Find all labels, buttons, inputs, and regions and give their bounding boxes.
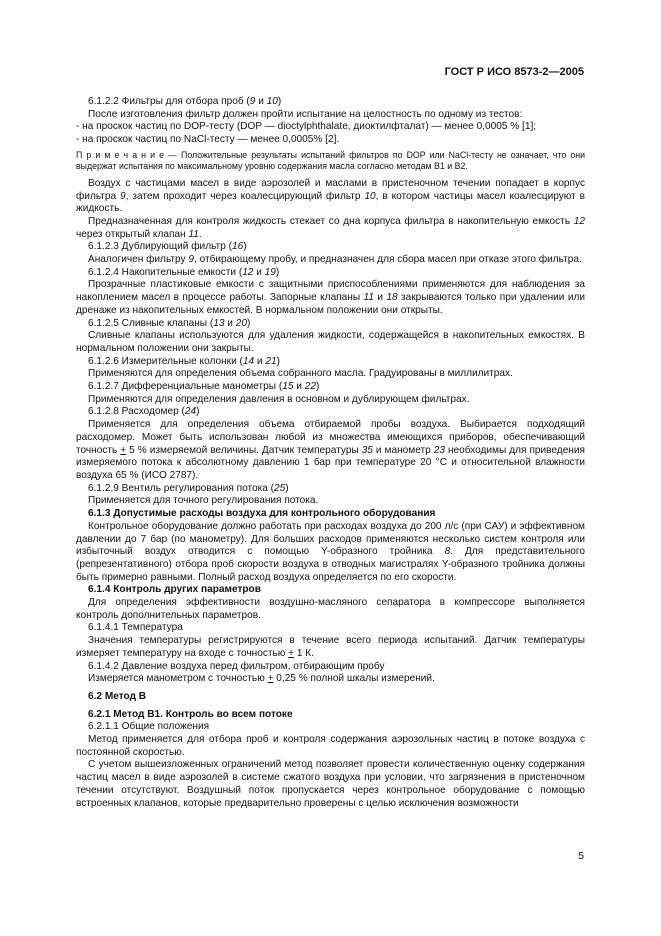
text-run: 20 [235, 317, 247, 329]
text-run: С учетом вышеизложенных ограничений метод позволяет провести количественную оценку содержания частиц масел в виде аэрозолей в системе сжатого воздуха при условии, что загрязнения в пристеночном течении отсутствуют. Воздушный поток пропускается через контрольное оборудование с помощью встроенных клапанов, которые предварительно проверены с целью исключения возможности [76, 759, 585, 809]
paragraph-p30 [76, 691, 585, 704]
text-run: 9 [188, 254, 195, 266]
paragraph-p18 [76, 406, 585, 419]
paragraph-p27 [76, 635, 585, 660]
text-run: 35 [361, 444, 373, 456]
text-run: 6.1.2.3 Дублирующий фильтр ( [88, 241, 232, 253]
text-run: 9 [249, 96, 256, 107]
text-run: . Для представительного (репрезентативного) отбора проб скорости воздуха в отводных магистралях Y-образного тройника должны быть примерно равными. Полный расход воздуха определяется по его скорости. [76, 546, 585, 583]
paragraph-p22 [76, 508, 585, 521]
paragraph-p34 [76, 759, 585, 810]
text-run: + [120, 444, 127, 456]
text-run: и [254, 355, 266, 367]
text-run: 9 [120, 190, 126, 202]
text-run: 8 [444, 546, 451, 558]
text-run: 23 [433, 444, 445, 456]
text-run: 6.2 Метод В [88, 690, 147, 702]
text-run: 10 [364, 190, 376, 202]
text-run: Для определения эффективности воздушно-масляного сепаратора в компрессоре выполняется контроль дополнительных параметров. [76, 597, 585, 621]
paragraph-p15 [76, 368, 585, 381]
text-run: 16 [231, 241, 244, 253]
text-run: 10 [266, 96, 278, 107]
text-run: , затем проходит через коалесцирующий фильтр [125, 190, 365, 202]
paragraph-p11 [76, 279, 585, 317]
text-run: Применяется для точного регулирования потока. [88, 495, 319, 507]
text-run: 6.1.3 Допустимые расходы воздуха для контрольного оборудования [88, 508, 436, 520]
text-run: 12 [242, 266, 254, 278]
text-run: 15 [282, 381, 294, 393]
text-run: 6.1.2.4 Накопительные емкости ( [88, 266, 243, 278]
text-run: П р и м е ч а н и е — Положительные результаты испытаний фильтров по DOP или NaCl-тесту не означает, что они выдержат испытания по максимальному уровню содержания масла согласно методам B1 и B2. [76, 149, 585, 172]
text-run: - на проскок частиц по DOP-тесту (DOP — dioctylphthalate, диоктилфталат) — менее 0,0005 % [1]; [76, 121, 537, 133]
text-run: 13 [213, 317, 225, 329]
paragraph-p20 [76, 483, 585, 496]
text-run: и [224, 317, 236, 329]
text-run: 25 [274, 482, 286, 494]
text-run: 21 [265, 355, 277, 367]
paragraph-p14 [76, 356, 585, 369]
paragraph-p2 [76, 109, 585, 122]
text-run: + [288, 647, 295, 659]
paragraph-p13 [76, 330, 585, 355]
text-run: 1 К. [294, 647, 314, 659]
paragraph-p5 [76, 150, 585, 173]
paragraph-p10 [76, 267, 585, 280]
paragraph-p26 [76, 622, 585, 635]
page-number: 5 [578, 850, 584, 862]
text-run: закрываются только при удалении или дренаже из накопительных емкостей. В нормальном положении они открыты. [76, 292, 585, 316]
text-run: Предназначенная для контроля жидкость стекает со дна корпуса фильтра в накопительную емкость [88, 215, 574, 227]
text-run: ) [276, 355, 280, 367]
document-body [76, 96, 585, 810]
paragraph-p8 [76, 241, 585, 254]
text-run: через открытый клапан [76, 228, 189, 240]
text-run: 6.2.1.1 Общие положения [88, 721, 210, 733]
text-run: 5 % измеряемой величины. Датчик температуры [126, 444, 362, 456]
paragraph-p31 [76, 709, 585, 722]
text-run: 6.1.4.1 Температура [88, 622, 183, 634]
text-run: Метод применяется для отбора проб и контроля содержания аэрозольных частиц в потоке воздуха с постоянной скоростью. [76, 734, 585, 758]
paragraph-p24 [76, 584, 585, 597]
paragraph-p29 [76, 673, 585, 686]
paragraph-p32 [76, 721, 585, 734]
text-run: + [267, 673, 274, 685]
paragraph-p7 [76, 216, 585, 241]
text-run: 12 [573, 215, 585, 227]
paragraph-p16 [76, 381, 585, 394]
text-run: 6.1.2.9 Вентиль регулирования потока ( [88, 482, 275, 494]
paragraph-p4 [76, 134, 585, 147]
text-run: ) [246, 317, 251, 329]
text-run: ) [196, 406, 200, 418]
text-run: Прозрачные пластиковые емкости с защитными приспособлениями применяются для наблюдения за накоплением масел в процессе работы. Запорные клапаны [76, 279, 585, 304]
text-run: ) [275, 266, 280, 278]
text-run: Применяются для определения давления в основном и дублирующем фильтрах. [88, 393, 470, 405]
text-run: После изготовления фильтр должен пройти испытание на целостность по одному из тестов: [88, 108, 523, 120]
paragraph-p33 [76, 734, 585, 759]
paragraph-p19 [76, 419, 585, 483]
text-run: 14 [242, 355, 255, 367]
text-run: и [255, 96, 267, 107]
paragraph-p6 [76, 178, 585, 216]
text-run: Контрольное оборудование должно работать при расходах воздуха до 200 л/с (при САУ) и эффективном давлении до 7 бар (по манометру). Для больших расходов применяются несколько систем контроля или избыточный воздух отводится с помощью Y-образного тройника [76, 520, 585, 558]
text-run: 18 [386, 292, 398, 304]
text-run: ) [315, 381, 320, 393]
text-run: 0,25 % полной шкалы измерений. [273, 673, 435, 685]
text-run: ) [285, 482, 289, 494]
text-run: Применяются для определения объема собранного масла. Градуированы в миллилитрах. [88, 368, 513, 380]
text-run: и манометр [372, 444, 434, 456]
paragraph-p23 [76, 521, 585, 585]
text-run: 19 [264, 266, 276, 278]
text-run: 24 [184, 406, 197, 418]
text-run: Воздух с частицами масел в виде аэрозолей и маслами в пристеночном течении попадает в корпус фильтра [76, 177, 585, 202]
document-header: ГОСТ Р ИСО 8573-2—2005 [444, 66, 584, 78]
text-run: 6.1.2.2 Фильтры для отбора проб ( [88, 96, 250, 107]
text-run: 6.1.4 Контроль других параметров [88, 584, 261, 596]
paragraph-p12 [76, 318, 585, 331]
text-run: 6.1.2.5 Сливные клапаны ( [88, 317, 214, 329]
text-run: и [373, 292, 387, 304]
text-run: Применяется для определения объема отбираемой пробы воздуха. Выбирается подходящий расходомер. Может быть использован любой из множества имеющихся приборов, обеспечивающий точность [76, 419, 585, 456]
text-run: и [253, 266, 265, 278]
paragraph-p28 [76, 661, 585, 674]
text-run: - на проскок частиц по NaCl-тесту — менее 0,0005% [2]. [76, 134, 340, 146]
text-run: необходимы для приведения измеряемого потока к абсолютному давлению 1 бар при температуре 20 °С и относительной влажности воздуха 65 % (ИСО 2787). [76, 444, 585, 481]
text-run: , отбирающему пробу, и предназначен для сбора масел при отказе этого фильтра. [194, 254, 582, 266]
paragraph-p9 [76, 254, 585, 267]
text-run: и [293, 381, 305, 393]
text-run: ) [243, 241, 247, 253]
text-run: 11 [363, 292, 374, 304]
paragraph-p21 [76, 495, 585, 508]
paragraph-p25 [76, 597, 585, 622]
text-run: 11 [188, 228, 199, 240]
paragraph-p3 [76, 121, 585, 134]
paragraph-p17 [76, 394, 585, 407]
text-run: 22 [304, 381, 316, 393]
text-run: 6.1.4.2 Давление воздуха перед фильтром, отбирающим пробу [88, 660, 385, 672]
text-run: 6.1.2.7 Дифференциальные манометры ( [88, 381, 283, 393]
text-run: , в котором частицы масел коалесцируют в жидкость. [76, 190, 585, 215]
text-run: 6.2.1 Метод В1. Контроль во всем потоке [88, 708, 293, 720]
text-run: 6.1.2.8 Расходомер ( [88, 406, 185, 418]
paragraph-p1 [76, 96, 585, 109]
text-run: Значения температуры регистрируются в течение всего периода испытаний. Датчик температуры измеряет температуру на входе с точностью [76, 635, 585, 659]
text-run: ) [277, 96, 282, 107]
text-run: Измеряется манометром с точностью [88, 673, 268, 685]
text-run: . [198, 228, 202, 240]
text-run: 6.1.2.6 Измерительные колонки ( [88, 355, 243, 367]
text-run: Аналогичен фильтру [88, 254, 189, 266]
text-run: Сливные клапаны используются для удаления жидкости, содержащейся в накопительных емкостях. В нормальном положении они закрыты. [76, 330, 585, 354]
